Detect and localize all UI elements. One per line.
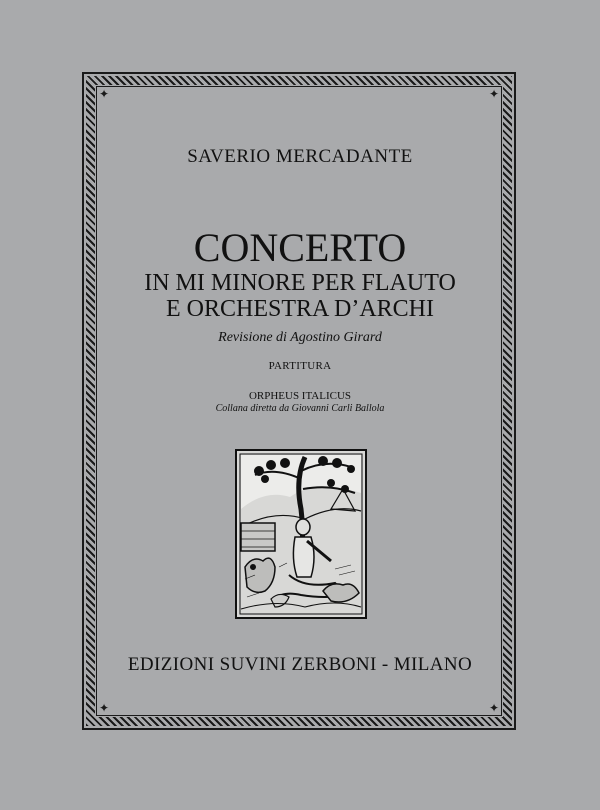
page-title: CONCERTO [193, 225, 407, 270]
subtitle-line: E ORCHESTRA D’ARCHI [165, 296, 435, 322]
series-name: ORPHEUS ITALICUS [248, 390, 352, 402]
woodcut-orpheus-icon [235, 449, 367, 619]
corner-ornament-icon: ✦ [488, 87, 500, 101]
series-editor: Collana diretta da Giovanni Carli Ballola [215, 403, 385, 414]
subtitle-line: IN MI MINORE PER FLAUTO [144, 270, 456, 296]
corner-ornament-icon: ✦ [98, 87, 110, 101]
corner-ornament-icon: ✦ [488, 701, 500, 715]
revision-credit: Revisione di Agostino Girard [218, 330, 382, 345]
publisher-line: EDIZIONI SUVINI ZERBONI - MILANO [127, 654, 473, 675]
corner-ornament-icon: ✦ [98, 701, 110, 715]
composer-name: SAVERIO MERCADANTE [187, 146, 413, 167]
edition-type: PARTITURA [268, 360, 332, 372]
subtitle [0, 270, 600, 322]
